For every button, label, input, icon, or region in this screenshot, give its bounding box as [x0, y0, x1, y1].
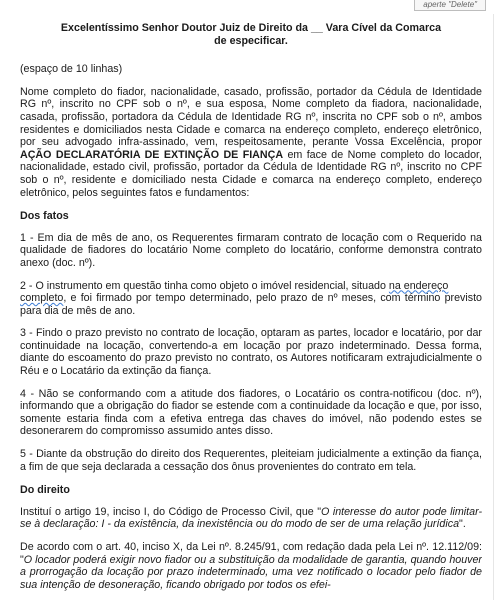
document-page[interactable] [20, 14, 482, 600]
fact-item-2-text-a: 2 - O instrumento em questão tinha como objeto o imóvel residencial, situado [20, 279, 389, 292]
fact-item-3: 3 - Findo o prazo previsto no contrato de locação, optaram as partes, locador e locatário, por dar continuidade na locação, convertendo-a em locação por prazo indeterminado. Dessa forma, diante do escoamento do prazo previsto no contrato, os Autores notificaram extrajudicialmente o Réu e o Locatário da extinção da fiança. [20, 327, 482, 378]
heading-line-1: Excelentíssimo Senhor Doutor Juiz de Direito da __ Vara Cível da Comarca [60, 22, 442, 34]
law-paragraph-1-text-a: Instituí o artigo 19, inciso I, do Código de Processo Civil, que " [20, 505, 322, 518]
section-title-facts: Dos fatos [20, 210, 69, 223]
delete-hint-label: aperte "Delete" [414, 0, 486, 11]
fact-item-5: 5 - Diante da obstrução do direito dos Requerentes, pleiteiam judicialmente a extinção da fiança, a fim de que seja declarada a cessação dos ônus provenientes do contrato em tela. [20, 448, 482, 473]
fact-item-2 [20, 280, 482, 318]
heading-line-2: de especificar. [214, 34, 288, 47]
fact-item-2-text-b: , e foi firmado por tempo determinado, pelo prazo de nº meses, com término previsto para dia de mês de ano. [20, 292, 482, 317]
law-quote-2: O locador poderá exigir novo fiador ou a substituição da modalidade de garantia, quando houver a prorrogação da locação por prazo indeterminado, uma vez notificado o locador pelo fiador de sua intenção de desoneração, ficando obrigado por todos os efei- [20, 553, 482, 591]
intro-text-1: Nome completo do fiador, nacionalidade, casado, profissão, portador da Cédula de Identidade RG nº, inscrito no CPF sob o nº, e sua esposa, Nome completo da fiadora, nacionalidade, casada, profissão, portadora da Cédula de Identidade RG nº, inscrita no CPF sob o nº, ambos residentes e domiciliados nesta Cidade e comarca na endereço completo, endereço eletrônico, por seu advogado infra-assinado, vem, respeitosamente, perante Vossa Excelência, propor [20, 85, 482, 149]
document-heading [20, 22, 482, 47]
section-title-law: Do direito [20, 484, 70, 497]
action-title: AÇÃO DECLARATÓRIA DE EXTINÇÃO DE FIANÇA [20, 148, 284, 161]
page-edge-divider [493, 14, 494, 600]
toolbar-strip [0, 0, 500, 12]
law-paragraph-2 [20, 541, 482, 591]
spellcheck-marked-text-2[interactable]: completo [20, 292, 64, 305]
law-paragraph-2-text-a: De acordo com o art. 40, inciso X, da Lei nº. 8.245/91, com redação dada pela Lei nº. 12.112/09: " [20, 541, 482, 566]
space-note: (espaço de 10 linhas) [20, 63, 123, 76]
intro-paragraph [20, 86, 482, 199]
law-paragraph-1-text-b: ". [459, 518, 466, 531]
fact-item-4: 4 - Não se conformando com a atitude dos fiadores, o Locatário os contra-notificou (doc. nº), informando que a obrigação do fiador se estende com a continuidade da locação e que, por isso, somente estaria finda com a efetiva entrega das chaves do imóvel, não podendo estes se desonerarem do compromisso assumido antes disso. [20, 387, 482, 438]
spellcheck-marked-text-1[interactable]: na endereço [388, 279, 449, 292]
law-quote-1: O interesse do autor pode limitar-se à declaração: I - da existência, da inexistência ou do modo de ser de uma relação jurídica [20, 505, 482, 531]
intro-text-2: em face de Nome completo do locador, nacionalidade, estado civil, profissão, portador da Cédula de Identidade RG nº, inscrito no CPF sob o nº, residente e domiciliado nesta Cidade e comarca na endereço completo, endereço eletrônico, pelos seguintes fatos e fundamentos: [20, 148, 482, 199]
law-paragraph-1 [20, 506, 482, 531]
fact-item-1: 1 - Em dia de mês de ano, os Requerentes firmaram contrato de locação com o Requerido na qualidade de fiadores do locatário Nome completo do locatário, conforme demonstra contrato anexo (doc. nº). [20, 231, 482, 269]
